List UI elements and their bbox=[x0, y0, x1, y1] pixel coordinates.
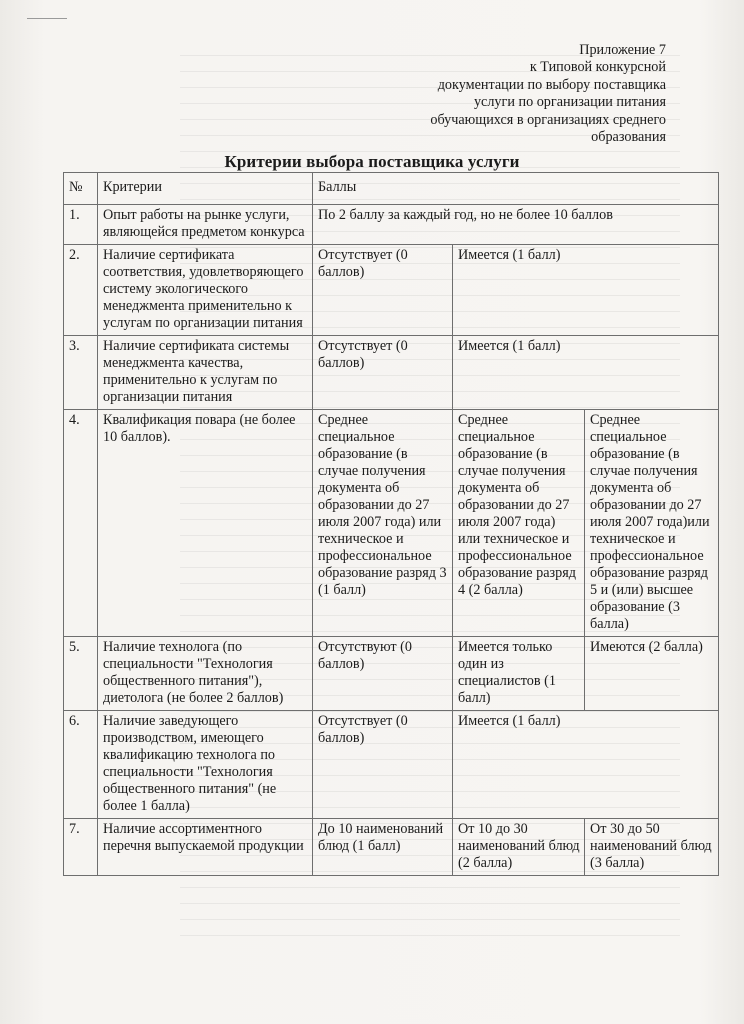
header-criteria: Критерии bbox=[98, 173, 313, 205]
row-points: Отсутствует (0 баллов) bbox=[313, 711, 453, 819]
table-row bbox=[64, 336, 719, 410]
criteria-table bbox=[63, 172, 719, 876]
row-points: Отсутствует (0 баллов) bbox=[313, 245, 453, 336]
row-num: 5. bbox=[64, 637, 98, 711]
header-points: Баллы bbox=[313, 173, 719, 205]
row-points: По 2 баллу за каждый год, но не более 10 баллов bbox=[313, 205, 719, 245]
table-row bbox=[64, 711, 719, 819]
row-criterion: Квалификация повара (не более 10 баллов). bbox=[98, 410, 313, 637]
row-points: Имеются (2 балла) bbox=[585, 637, 719, 711]
row-num: 7. bbox=[64, 819, 98, 876]
row-points: Среднее специальное образование (в случае получения документа об образовании до 27 июля 2007 года) или техническое и профессиональное образование разряд 4 (2 балла) bbox=[453, 410, 585, 637]
row-criterion: Наличие заведующего производством, имеющего квалификацию технолога по специальности "Технология общественного питания" (не более 1 балла) bbox=[98, 711, 313, 819]
row-points: Среднее специальное образование (в случае получения документа об образовании до 27 июля 2007 года) или техническое и профессиональное образование разряд 3 (1 балл) bbox=[313, 410, 453, 637]
row-criterion: Опыт работы на рынке услуги, являющейся предметом конкурса bbox=[98, 205, 313, 245]
table-row bbox=[64, 637, 719, 711]
annex-line: образования bbox=[591, 129, 666, 146]
row-num: 2. bbox=[64, 245, 98, 336]
table-row bbox=[64, 205, 719, 245]
annex-line: Приложение 7 bbox=[579, 42, 666, 58]
annex-line: услуги по организации питания bbox=[473, 94, 666, 111]
row-points: От 30 до 50 наименований блюд (3 балла) bbox=[585, 819, 719, 876]
row-points: Имеется только один из специалистов (1 балл) bbox=[453, 637, 585, 711]
row-points: Отсутствует (0 баллов) bbox=[313, 336, 453, 410]
row-num: 1. bbox=[64, 205, 98, 245]
annex-line: обучающихся в организациях среднего bbox=[430, 111, 666, 128]
row-num: 4. bbox=[64, 410, 98, 637]
margin-mark bbox=[27, 18, 67, 19]
row-points: Имеется (1 балл) bbox=[453, 245, 719, 336]
row-points: Отсутствуют (0 баллов) bbox=[313, 637, 453, 711]
row-criterion: Наличие технолога (по специальности "Технология общественного питания"), диетолога (не более 2 баллов) bbox=[98, 637, 313, 711]
table-header-row bbox=[64, 173, 719, 205]
row-points: Имеется (1 балл) bbox=[453, 336, 719, 410]
row-num: 6. bbox=[64, 711, 98, 819]
annex-line: документации по выбору поставщика bbox=[437, 76, 666, 93]
annex-line: к Типовой конкурсной bbox=[529, 59, 666, 76]
row-num: 3. bbox=[64, 336, 98, 410]
row-points: Среднее специальное образование (в случае получения документа об образовании до 27 июля 2007 года)или техническое и профессиональное образование разряд 5 и (или) высшее образование (3 балла) bbox=[585, 410, 719, 637]
table-row bbox=[64, 819, 719, 876]
row-points: До 10 наименований блюд (1 балл) bbox=[313, 819, 453, 876]
annex-note bbox=[336, 42, 666, 146]
row-points: От 10 до 30 наименований блюд (2 балла) bbox=[453, 819, 585, 876]
row-criterion: Наличие ассортиментного перечня выпускаемой продукции bbox=[98, 819, 313, 876]
table-row bbox=[64, 410, 719, 637]
table-row bbox=[64, 245, 719, 336]
row-criterion: Наличие сертификата соответствия, удовлетворяющего систему экологического менеджмента применительно к услугам по организации питания bbox=[98, 245, 313, 336]
row-criterion: Наличие сертификата системы менеджмента качества, применительно к услугам по организации питания bbox=[98, 336, 313, 410]
header-num: № bbox=[64, 173, 98, 205]
row-points: Имеется (1 балл) bbox=[453, 711, 719, 819]
document-title: Критерии выбора поставщика услуги bbox=[224, 152, 520, 171]
